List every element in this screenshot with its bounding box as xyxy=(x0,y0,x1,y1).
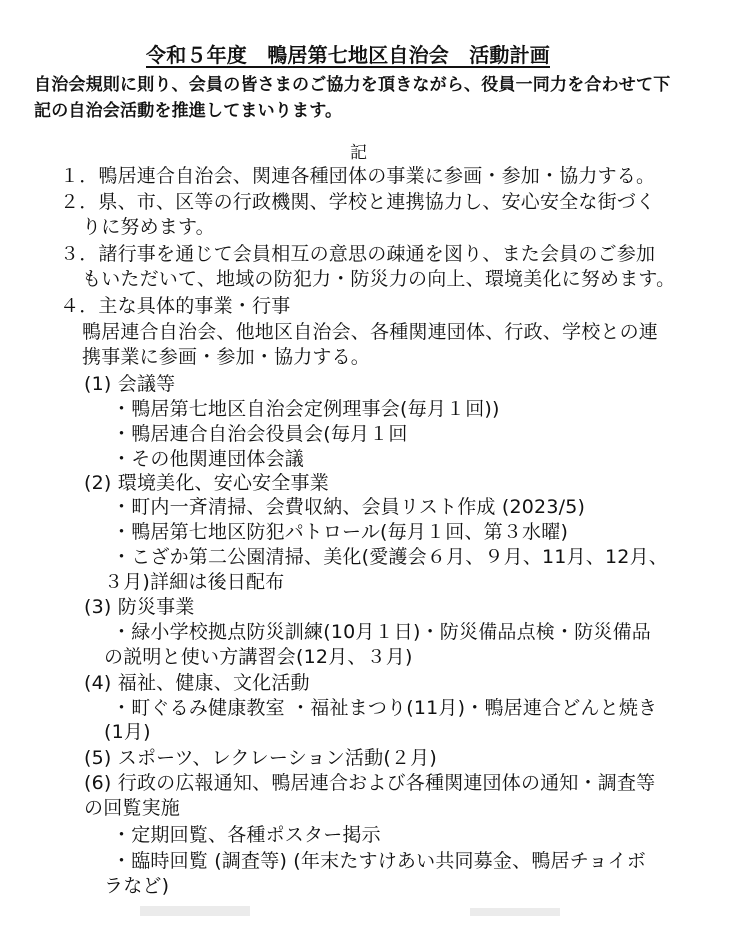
section-6-heading-line-1: (6) 行政の広報通知、鴨居連合および各種関連団体の通知・調査等 xyxy=(84,772,656,794)
section-1-bullet-1: ・鴨居第七地区自治会定例理事会(毎月１回)) xyxy=(112,398,500,420)
item-4-desc-line-2: 携事業に参画・参加・協力する。 xyxy=(82,346,371,368)
scan-smudge xyxy=(140,906,250,916)
intro-line-2: 記の自治会活動を推進してまいります。 xyxy=(34,101,343,121)
section-3-bullet-1-line-1: ・緑小学校拠点防災訓練(10月１日)・防災備品点検・防災備品 xyxy=(112,621,652,643)
section-5-heading: (5) スポーツ、レクレーション活動(２月) xyxy=(84,747,437,769)
section-1-heading: (1) 会議等 xyxy=(84,373,176,395)
section-1-bullet-2: ・鴨居連合自治会役員会(毎月１回 xyxy=(112,423,408,445)
document-title: 令和５年度 鴨居第七地区自治会 活動計画 xyxy=(146,43,550,67)
item-4-desc-line-1: 鴨居連合自治会、他地区自治会、各種関連団体、行政、学校との連 xyxy=(82,321,659,343)
item-4: ４．主な具体的事業・行事 xyxy=(60,295,291,317)
section-6-bullet-2-line-2: ラなど) xyxy=(104,875,170,897)
section-4-bullet-1-line-1: ・町ぐるみ健康教室 ・福祉まつり(11月)・鴨居連合どんと焼き xyxy=(112,697,658,719)
section-4-bullet-1-line-2: (1月) xyxy=(104,721,151,743)
section-3-heading: (3) 防災事業 xyxy=(84,596,195,618)
scan-smudge xyxy=(470,908,560,916)
section-2-bullet-3-line-2: ３月)詳細は後日配布 xyxy=(104,571,285,593)
item-2-line-2: りに努めます。 xyxy=(82,216,215,238)
section-2-heading: (2) 環境美化、安心安全事業 xyxy=(84,472,329,494)
item-2-line-1: ２．県、市、区等の行政機関、学校と連携協力し、安心安全な街づく xyxy=(60,191,656,213)
section-6-bullet-2-line-1: ・臨時回覧 (調査等) (年末たすけあい共同募金、鴨居チョイボ xyxy=(112,850,646,872)
section-2-bullet-3-line-1: ・こざか第二公園清掃、美化(愛護会６月、９月、11月、12月、 xyxy=(112,546,668,568)
section-3-bullet-1-line-2: の説明と使い方講習会(12月、３月) xyxy=(104,646,413,668)
intro-line-1: 自治会規則に則り、会員の皆さまのご協力を頂きながら、役員一同力を合わせて下 xyxy=(34,75,671,95)
item-3-line-1: ３．諸行事を通じて会員相互の意思の疎通を図り、また会員のご参加 xyxy=(60,243,656,265)
section-6-heading-line-2: の回覧実施 xyxy=(84,797,181,819)
item-3-line-2: もいただいて、地域の防犯力・防災力の向上、環境美化に努めます。 xyxy=(82,268,676,290)
section-1-bullet-3: ・その他関連団体会議 xyxy=(112,448,305,470)
section-6-bullet-1: ・定期回覧、各種ポスター掲示 xyxy=(112,824,381,846)
ki-heading: 記 xyxy=(350,143,368,163)
item-1: １．鴨居連合自治会、関連各種団体の事業に参画・参加・協力する。 xyxy=(60,165,656,187)
section-2-bullet-2: ・鴨居第七地区防犯パトロール(毎月１回、第３水曜) xyxy=(112,521,569,543)
section-2-bullet-1: ・町内一斉清掃、会費収納、会員リスト作成 (2023/5) xyxy=(112,496,586,518)
section-4-heading: (4) 福祉、健康、文化活動 xyxy=(84,672,310,694)
